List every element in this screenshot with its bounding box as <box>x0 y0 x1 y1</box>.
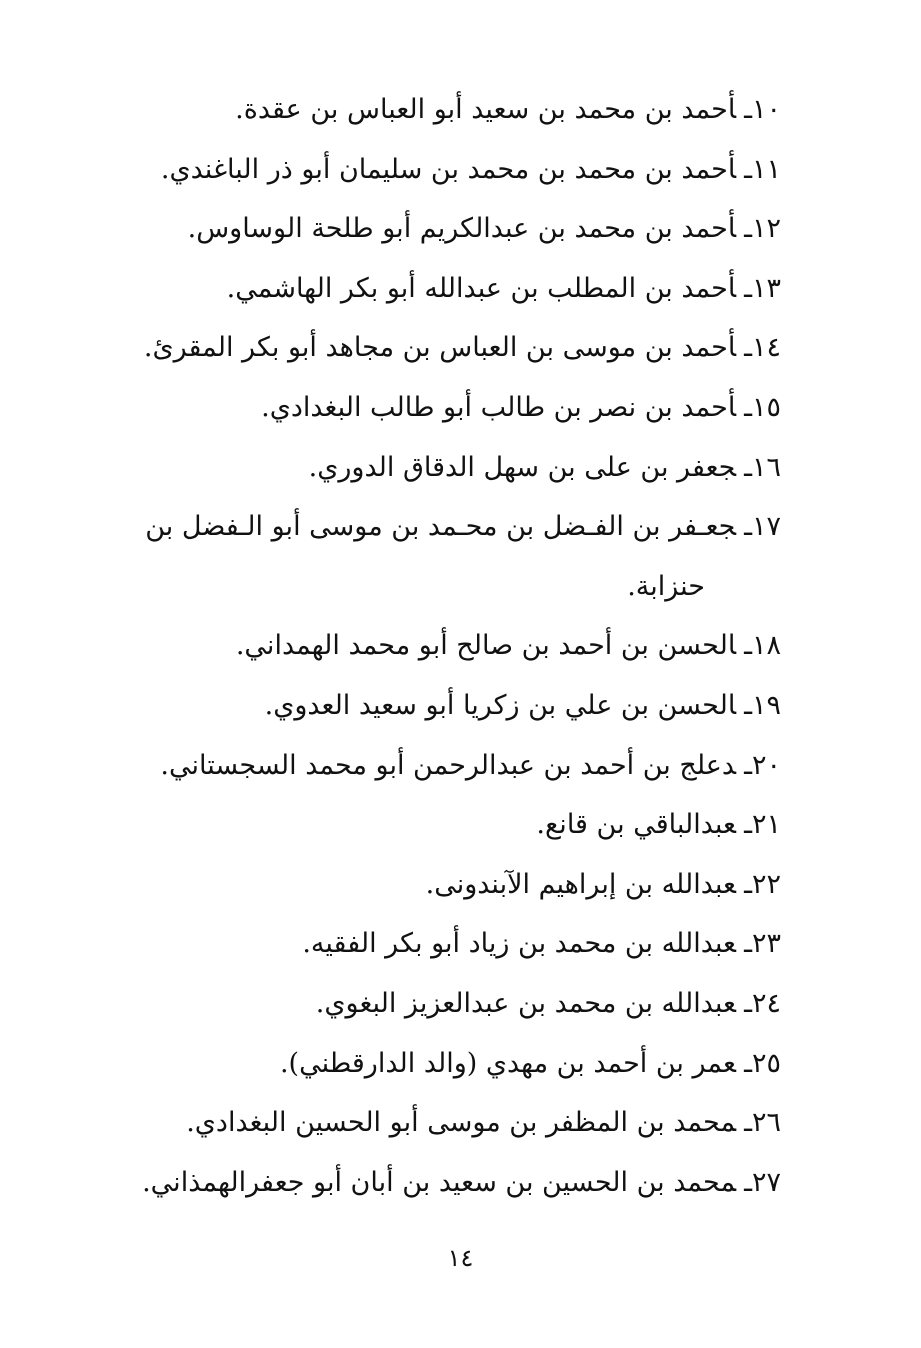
list-item: ٢١ـعبدالباقي بن قانع. <box>536 809 781 841</box>
entry-text: عبدالباقي بن قانع. <box>536 809 737 841</box>
list-item: ٢٦ـمحمد بن المظفر بن موسى أبو الحسين البغدادي. <box>186 1107 781 1139</box>
list-item: ١٤ـأحمد بن موسى بن العباس بن مجاهد أبو بكر المقرئ. <box>143 332 781 364</box>
entry-number: ١٩ <box>751 689 781 721</box>
entry-number: ٢٧ <box>751 1166 781 1198</box>
entry-number: ١٦ <box>751 451 781 483</box>
page-number: ١٤ <box>447 1244 474 1272</box>
entry-number: ٢٦ <box>751 1107 781 1139</box>
entry-text: أحمد بن موسى بن العباس بن مجاهد أبو بكر المقرئ. <box>143 332 737 364</box>
list-item: ٢٠ـدعلج بن أحمد بن عبدالرحمن أبو محمد السجستاني. <box>160 749 781 781</box>
list-item: ٢٧ـمحمد بن الحسين بن سعيد بن أبان أبو جعفرالهمذاني. <box>142 1166 781 1198</box>
entry-text: محمد بن المظفر بن موسى أبو الحسين البغدادي. <box>186 1107 737 1139</box>
entry-text: عبدالله بن محمد بن عبدالعزيز البغوي. <box>315 987 737 1019</box>
list-item: ١١ـأحمد بن محمد بن محمد بن سليمان أبو ذر الباغندي. <box>160 153 781 185</box>
list-item: ١٨ـالحسن بن أحمد بن صالح أبو محمد الهمداني. <box>235 630 781 662</box>
entry-number: ٢٥ <box>751 1047 781 1079</box>
entry-text: الحسن بن أحمد بن صالح أبو محمد الهمداني. <box>235 630 737 662</box>
entry-text: عمر بن أحمد بن مهدي (والد الدارقطني). <box>279 1047 737 1079</box>
entry-number: ٢٠ <box>751 749 781 781</box>
entry-number: ١١ <box>751 153 781 185</box>
entry-number: ٢١ <box>751 809 781 841</box>
entry-text: أحمد بن المطلب بن عبدالله أبو بكر الهاشمي. <box>226 272 737 304</box>
entry-text: أحمد بن محمد بن عبدالكريم أبو طلحة الوساوس. <box>187 213 737 245</box>
narrator-list <box>121 80 781 1212</box>
entry-text: جعفر بن على بن سهل الدقاق الدوري. <box>308 451 737 483</box>
list-item: ١٥ـأحمد بن نصر بن طالب أبو طالب البغدادي. <box>261 391 781 423</box>
entry-text: دعلج بن أحمد بن عبدالرحمن أبو محمد السجستاني. <box>160 749 737 781</box>
entry-text: عبدالله بن إبراهيم الآبندونى. <box>425 868 737 900</box>
list-item: ٢٢ـعبدالله بن إبراهيم الآبندونى. <box>425 868 781 900</box>
list-item: ٢٥ـعمر بن أحمد بن مهدي (والد الدارقطني). <box>279 1047 781 1079</box>
entry-text-continuation: حنزابة. <box>627 570 705 602</box>
entry-number: ٢٤ <box>751 987 781 1019</box>
entry-text: الحسن بن علي بن زكريا أبو سعيد العدوي. <box>264 689 737 721</box>
list-item: ٢٣ـعبدالله بن محمد بن زياد أبو بكر الفقيه. <box>302 928 781 960</box>
entry-number: ١٣ <box>751 272 781 304</box>
entry-text: أحمد بن نصر بن طالب أبو طالب البغدادي. <box>261 391 737 423</box>
entry-text: عبدالله بن محمد بن زياد أبو بكر الفقيه. <box>302 928 737 960</box>
entry-text: محمد بن الحسين بن سعيد بن أبان أبو جعفرالهمذاني. <box>142 1166 737 1198</box>
list-item: ١٣ـأحمد بن المطلب بن عبدالله أبو بكر الهاشمي. <box>226 272 781 304</box>
entry-number: ١٢ <box>751 213 781 245</box>
entry-number: ١٥ <box>751 391 781 423</box>
list-item: ٢٤ـعبدالله بن محمد بن عبدالعزيز البغوي. <box>315 987 781 1019</box>
entry-text: أحمد بن محمد بن سعيد أبو العباس بن عقدة. <box>235 94 737 125</box>
entry-number: ١٨ <box>751 630 781 662</box>
list-item: ١٧ـجعـفر بن الفـضل بن محـمد بن موسى أبو الـفضل بن حنزابة. <box>121 497 781 616</box>
entry-number: ١٤ <box>751 332 781 364</box>
entry-number: ١٧ <box>751 511 781 543</box>
entry-number: ١٠ <box>751 94 781 125</box>
entry-number: ٢٣ <box>751 928 781 960</box>
list-item: ١٦ـجعفر بن على بن سهل الدقاق الدوري. <box>308 451 781 483</box>
entry-text: أحمد بن محمد بن محمد بن سليمان أبو ذر الباغندي. <box>160 153 737 185</box>
list-item: ١٩ـالحسن بن علي بن زكريا أبو سعيد العدوي. <box>264 689 781 721</box>
list-item: ١٠ـأحمد بن محمد بن سعيد أبو العباس بن عقدة. <box>235 94 781 125</box>
list-item: ١٢ـأحمد بن محمد بن عبدالكريم أبو طلحة الوساوس. <box>187 213 781 245</box>
entry-number: ٢٢ <box>751 868 781 900</box>
entry-text: جعـفر بن الفـضل بن محـمد بن موسى أبو الـفضل بن <box>145 511 737 543</box>
